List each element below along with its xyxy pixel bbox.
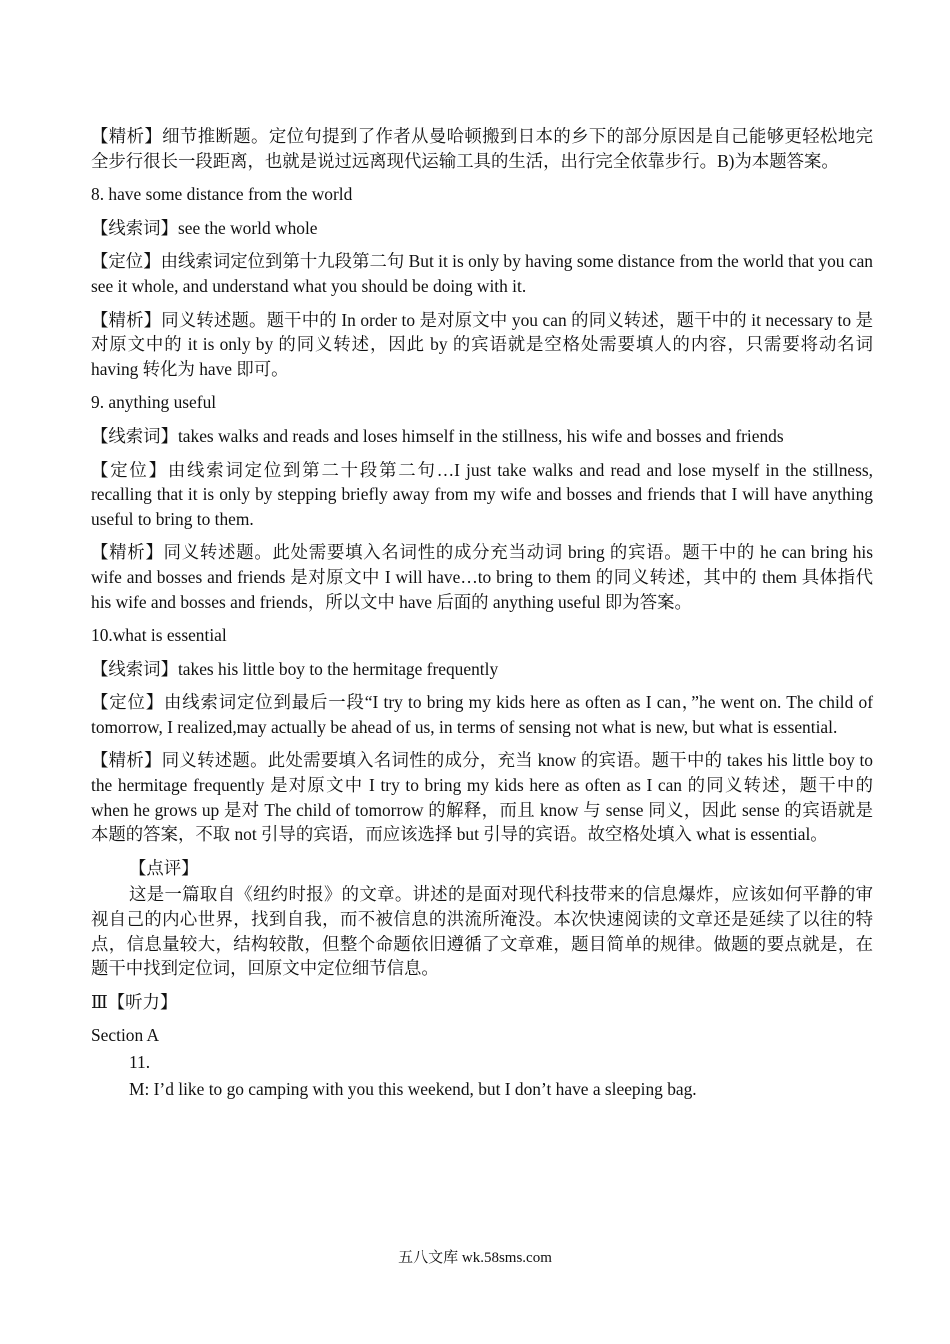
- section-a-heading: Section A: [91, 1025, 160, 1046]
- review-text: 这是一篇取自《纽约时报》的文章。讲述的是面对现代科技带来的信息爆炸，应该如何平静的审视自己的内心世界，找到自我，而不被信息的洪流所淹没。本次快速阅读的文章还是延续了以往的特点，信息量较大，结构较散，但整个命题依旧遵循了文章难，题目简单的规律。做题的要点就是，在题干中找到定位词，回原文中定位细节信息。: [91, 884, 873, 979]
- clue-q8: 【线索词】see the world whole: [91, 217, 318, 238]
- locate-q10: 【定位】由线索词定位到最后一段“I try to bring my kids here as often as I can，”he went on. The child of tomorrow, I realized,may actually be ahead of us, in terms of sensing not what is new, but what is essential.: [91, 692, 873, 737]
- answer-q9: 9. anything useful: [91, 392, 217, 413]
- analysis-q8: 【精析】同义转述题。题干中的 In order to 是对原文中 you can 的同义转述，题干中的 it necessary to 是对原文中的 it is only by 的同义转述，因此 by 的宾语就是空格处需要填人的内容，只需要将动名词 having 转化为 have 即可。: [91, 309, 873, 379]
- answer-q8: 8. have some distance from the world: [91, 184, 353, 205]
- dialogue-line: M: I’d like to go camping with you this weekend, but I don’t have a sleeping bag.: [129, 1078, 697, 1099]
- locate-q9: 【定位】由线索词定位到第二十段第二句…I just take walks and read and lose myself in the stillness, recalling that it is only by stepping briefly away from my wife and bosses and friends that I will have anything useful to bring to them.: [91, 459, 873, 529]
- answer-q10: 10.what is essential: [91, 625, 227, 646]
- locate-q8: 【定位】由线索词定位到第十九段第二句 But it is only by having some distance from the world that you can see it whole, and understand what you should be doing with it.: [91, 251, 873, 296]
- analysis-q9: 【精析】同义转述题。此处需要填入名词性的成分充当动词 bring 的宾语。题干中的 he can bring his wife and bosses and friends 是对原文中 I will have…to bring to them 的同义转述，其中的 them 具体指代 his wife and bosses and friends，所以文中 have 后面的 anything useful 即为答案。: [91, 542, 873, 612]
- analysis-q7: 【精析】细节推断题。定位句提到了作者从曼哈顿搬到日本的乡下的部分原因是自己能够更轻松地完全步行很长一段距离，也就是说过远离现代运输工具的生活，出行完全依靠步行。B)为本题答案。: [91, 126, 873, 171]
- page-footer: 五八文库 wk.58sms.com: [398, 1250, 552, 1266]
- clue-q10: 【线索词】takes his little boy to the hermitage frequently: [91, 658, 499, 679]
- clue-q9: 【线索词】takes walks and reads and loses himself in the stillness, his wife and bosses and friends: [91, 425, 784, 446]
- analysis-q10: 【精析】同义转述题。此处需要填入名词性的成分，充当 know 的宾语。题干中的 takes his little boy to the hermitage frequently 是对原文中 I try to bring my kids here as often as I can 的同义转述，题干中的 when he grows up 是对 The child of tomorrow 的解释，而且 know 与 sense 同义，因此 sense 的宾语就是本题的答案，不取 not 引导的宾语，而应该选择 but 引导的宾语。故空格处填入 what is essential。: [91, 750, 873, 845]
- section-heading-listening: Ⅲ【听力】: [91, 991, 178, 1012]
- document-body: [91, 124, 873, 1103]
- review-heading: 【点评】: [129, 857, 199, 878]
- question-number-11: 11.: [129, 1052, 151, 1072]
